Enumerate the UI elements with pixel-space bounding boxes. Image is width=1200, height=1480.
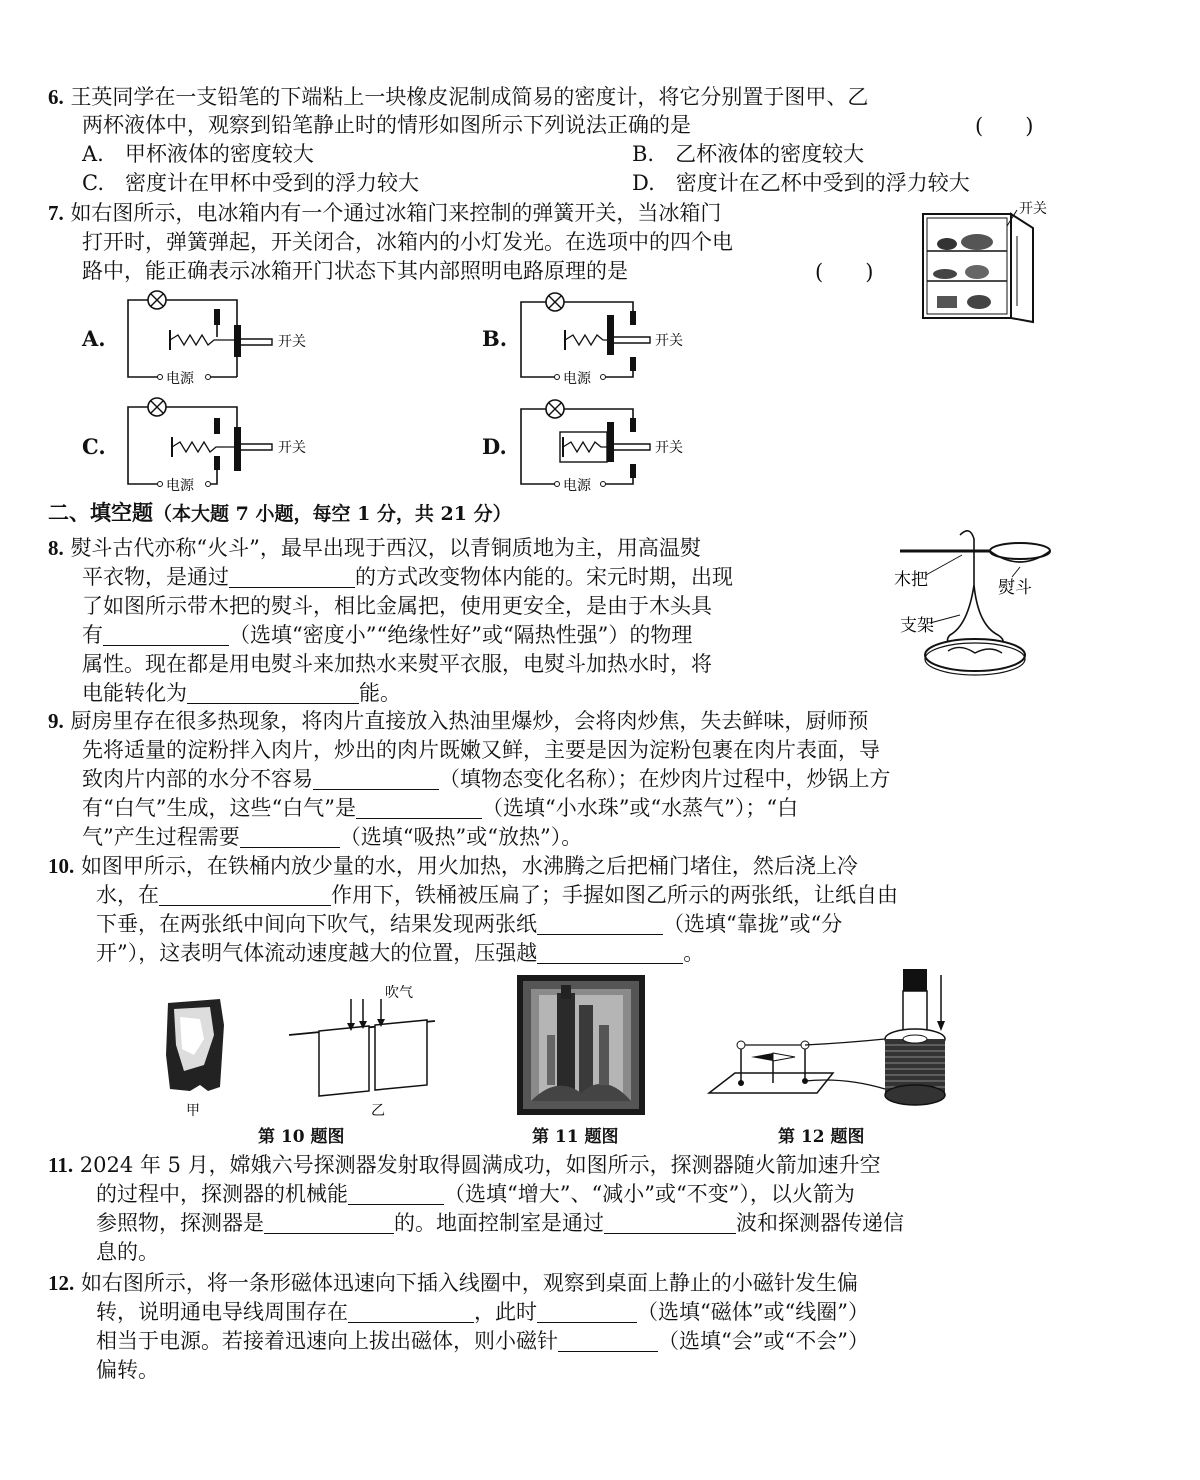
q9-line-3: 致肉片内部的水分不容易 （填物态变化名称）；在炒肉片过程中，炒锅上方 — [82, 767, 891, 791]
q6-option-c: C. 密度计在甲杯中受到的浮力较大 — [82, 171, 419, 195]
q12-blank-2[interactable] — [537, 1300, 637, 1323]
fig-jia-label: 甲 — [186, 1103, 200, 1119]
q12-blank-1[interactable] — [348, 1300, 474, 1323]
q11-line-3: 参照物，探测器是 的。地面控制室是通过 波和探测器传递信 — [96, 1211, 904, 1235]
q7-answer-paren: ( ) — [815, 260, 874, 284]
q6-answer-paren: ( ) — [975, 114, 1034, 138]
iron-stand-label: 支架 — [900, 616, 934, 636]
q10-blank-3[interactable] — [537, 941, 683, 964]
q8-line-5: 属性。现在都是用电熨斗来加热水来熨平衣服，电熨斗加热水时，将 — [82, 652, 712, 676]
circuit-a-switch-label: 开关 — [278, 334, 306, 350]
iron-figure — [890, 525, 1070, 695]
q11-blank-3[interactable] — [604, 1211, 736, 1234]
circuit-c-switch-label: 开关 — [278, 440, 306, 456]
crushed-bucket-figure — [160, 995, 240, 1120]
q12-line-4: 偏转。 — [96, 1358, 159, 1382]
q7-line-1: 7. 如右图所示，电冰箱内有一个通过冰箱门来控制的弹簧开关，当冰箱门 — [48, 201, 722, 225]
q6-option-b: B. 乙杯液体的密度较大 — [632, 142, 865, 166]
q8-line-4: 有 （选填“密度小”“绝缘性好”或“隔热性强”）的物理 — [82, 623, 693, 647]
q10-line-4: 开”），这表明气体流动速度越大的位置，压强越 。 — [96, 941, 705, 965]
fridge-switch-label: 开关 — [1019, 201, 1047, 217]
rocket-launch-photo — [517, 975, 645, 1115]
q10-blank-1[interactable] — [159, 883, 331, 906]
q10-blank-2[interactable] — [537, 912, 663, 935]
circuit-d — [515, 392, 725, 492]
section-2-heading: 二、填空题（本大题 7 小题，每空 1 分，共 21 分） — [48, 500, 512, 525]
q11-line-1: 11. 2024 年 5 月，嫦娥六号探测器发射取得圆满成功，如图所示，探测器随火箭加速升空 — [48, 1153, 881, 1177]
q8-line-1: 8. 熨斗古代亦称“火斗”，最早出现于西汉，以青铜质地为主，用高温熨 — [48, 536, 701, 560]
q11-blank-1[interactable] — [348, 1182, 444, 1205]
q8-line-2: 平衣物，是通过 的方式改变物体内能的。宋元时期，出现 — [82, 565, 733, 589]
q12-line-2: 转，说明通电导线周围存在 ，此时 （选填“磁体”或“线圈”） — [96, 1300, 869, 1324]
q11-line-4: 息的。 — [96, 1240, 159, 1264]
magnet-coil-figure — [705, 965, 975, 1115]
q9-line-5: 气”产生过程需要 （选填“吸热”或“放热”）。 — [82, 825, 583, 849]
fridge-figure — [915, 196, 1065, 326]
q12-line-1: 12. 如右图所示，将一条形磁体迅速向下插入线圈中，观察到桌面上静止的小磁针发生偏 — [48, 1271, 858, 1295]
q7-line-2: 打开时，弹簧弹起，开关闭合，冰箱内的小灯发光。在选项中的四个电 — [82, 230, 733, 254]
circuit-c-letter: C. — [82, 434, 106, 459]
q9-blank-3[interactable] — [240, 825, 340, 848]
circuit-b-letter: B. — [482, 326, 508, 351]
circuit-a-source-label: 电源 — [166, 371, 194, 385]
q8-blank-1[interactable] — [229, 565, 355, 588]
q8-blank-3[interactable] — [187, 681, 359, 704]
q12-line-3: 相当于电源。若接着迅速向上拔出磁体，则小磁针 （选填“会”或“不会”） — [96, 1329, 869, 1353]
fig-12-caption: 第 12 题图 — [778, 1127, 865, 1147]
fig-10-caption: 第 10 题图 — [258, 1127, 345, 1147]
q9-line-2: 先将适量的淀粉拌入肉片，炒出的肉片既嫩又鲜，主要是因为淀粉包裹在肉片表面，导 — [82, 738, 880, 762]
q9-line-1: 9. 厨房里存在很多热现象，将肉片直接放入热油里爆炒，会将肉炒焦，失去鲜味，厨师预 — [48, 709, 869, 733]
circuit-a — [122, 285, 332, 385]
q11-line-2: 的过程中，探测器的机械能 （选填“增大”、“减小”或“不变”），以火箭为 — [96, 1182, 855, 1206]
iron-handle-label: 木把 — [894, 570, 928, 590]
circuit-d-letter: D. — [482, 434, 507, 459]
q6-line-2: 两杯液体中，观察到铅笔静止时的情形如图所示下列说法正确的是 — [82, 113, 691, 137]
q8-blank-2[interactable] — [103, 623, 229, 646]
circuit-b — [515, 285, 725, 385]
blow-label: 吹气 — [385, 985, 413, 1001]
q10-line-1: 10. 如图甲所示，在铁桶内放少量的水，用火加热，水沸腾之后把桶门堵住，然后浇上冷 — [48, 854, 858, 878]
q6-option-d: D. 密度计在乙杯中受到的浮力较大 — [632, 171, 970, 195]
q10-line-3: 下垂，在两张纸中间向下吹气，结果发现两张纸 （选填“靠拢”或“分 — [96, 912, 843, 936]
q8-line-6: 电能转化为 能。 — [82, 681, 401, 705]
circuit-c — [122, 392, 332, 492]
iron-body-label: 熨斗 — [998, 578, 1032, 598]
fig-yi-label: 乙 — [371, 1103, 385, 1119]
q6-number: 6. — [48, 85, 64, 109]
q9-blank-2[interactable] — [356, 796, 482, 819]
fig-11-caption: 第 11 题图 — [532, 1127, 619, 1147]
q6-option-a: A. 甲杯液体的密度较大 — [82, 142, 314, 166]
circuit-b-switch-label: 开关 — [655, 333, 683, 349]
q6-line-1: 6. 王英同学在一支铅笔的下端粘上一块橡皮泥制成简易的密度计，将它分别置于图甲、乙 — [48, 85, 869, 109]
q7-line-3: 路中，能正确表示冰箱开门状态下其内部照明电路原理的是 — [82, 259, 628, 283]
circuit-d-source-label: 电源 — [563, 478, 591, 492]
two-papers-figure — [285, 985, 455, 1120]
q8-line-3: 了如图所示带木把的熨斗，相比金属把，使用更安全，是由于木头具 — [82, 594, 712, 618]
q10-line-2: 水，在 作用下，铁桶被压扁了；手握如图乙所示的两张纸，让纸自由 — [96, 883, 898, 907]
circuit-d-switch-label: 开关 — [655, 440, 683, 456]
q11-blank-2[interactable] — [264, 1211, 394, 1234]
circuit-a-letter: A. — [82, 326, 106, 351]
circuit-c-source-label: 电源 — [166, 478, 194, 492]
q12-blank-3[interactable] — [558, 1329, 658, 1352]
q9-blank-1[interactable] — [313, 767, 439, 790]
circuit-b-source-label: 电源 — [563, 371, 591, 385]
q9-line-4: 有“白气”生成，这些“白气”是 （选填“小水珠”或“水蒸气”）；“白 — [82, 796, 799, 820]
